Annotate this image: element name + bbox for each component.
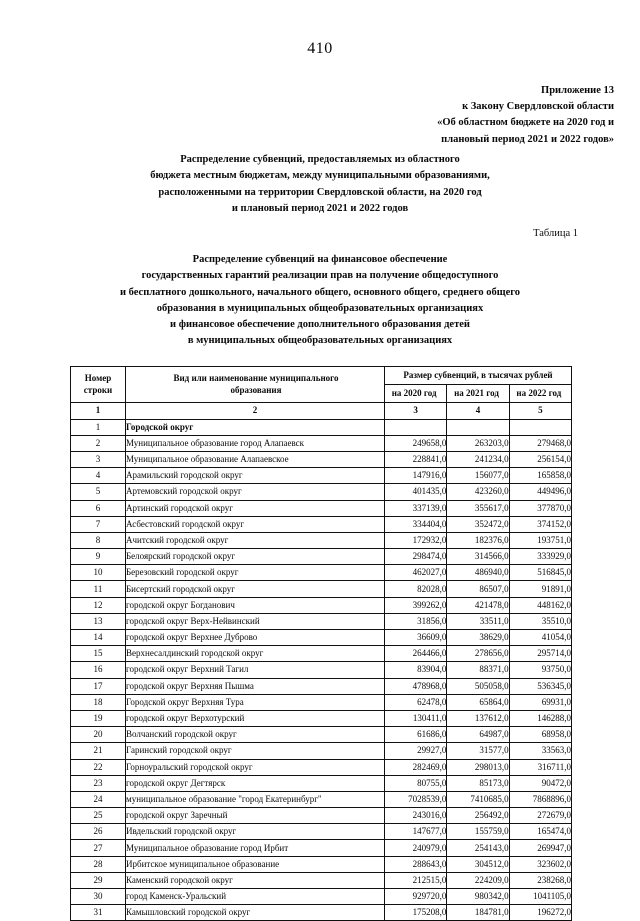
row-number: 6	[71, 500, 126, 516]
municipality-name: городской округ Верхнее Дуброво	[126, 630, 385, 646]
municipality-name: Верхнесалдинский городской округ	[126, 646, 385, 662]
table-row	[71, 775, 572, 791]
document-sub-title	[0, 252, 640, 350]
row-number: 4	[71, 468, 126, 484]
sub-title-line-2: государственных гарантий реализации прав на получение общедоступного	[141, 270, 499, 282]
amount-2021: 241234,0	[447, 451, 509, 467]
amount-2021: 65864,0	[447, 694, 509, 710]
amount-2021: 7410685,0	[447, 791, 509, 807]
row-number: 10	[71, 565, 126, 581]
amount-2021: 156077,0	[447, 468, 509, 484]
table-row	[71, 484, 572, 500]
main-title-line-4: и плановый период 2021 и 2022 годов	[231, 202, 409, 214]
table-row	[71, 549, 572, 565]
amount-2021: 980342,0	[447, 889, 509, 905]
amount-2021: 33511,0	[447, 613, 509, 629]
amount-2022: 279468,0	[509, 435, 571, 451]
amount-2020: 80755,0	[385, 775, 447, 791]
amount-2020: 62478,0	[385, 694, 447, 710]
amount-2022: 295714,0	[509, 646, 571, 662]
amount-2021: 298013,0	[447, 759, 509, 775]
amount-2022: 69931,0	[509, 694, 571, 710]
header-year-2020: на 2020 год	[385, 385, 447, 403]
amount-2022: 146288,0	[509, 710, 571, 726]
municipality-name: Горноуральский городской округ	[126, 759, 385, 775]
amount-2020: 212515,0	[385, 872, 447, 888]
row-number: 15	[71, 646, 126, 662]
amount-2022	[509, 419, 571, 435]
amount-2021: 88371,0	[447, 662, 509, 678]
amount-2021: 304512,0	[447, 856, 509, 872]
amount-2022: 516845,0	[509, 565, 571, 581]
amount-2022: 68958,0	[509, 727, 571, 743]
table-row	[71, 500, 572, 516]
table-row	[71, 419, 572, 435]
municipality-name: Муниципальное образование город Алапаевск	[126, 435, 385, 451]
row-number: 28	[71, 856, 126, 872]
municipality-name: город Каменск-Уральский	[126, 889, 385, 905]
municipality-name: Ирбитское муниципальное образование	[126, 856, 385, 872]
amount-2022: 272679,0	[509, 808, 571, 824]
row-number: 20	[71, 727, 126, 743]
municipality-name: Гаринский городской округ	[126, 743, 385, 759]
header-amount-group: Размер субвенций, в тысячах рублей	[385, 367, 572, 385]
amount-2020: 175208,0	[385, 905, 447, 921]
amount-2020: 172932,0	[385, 532, 447, 548]
amount-2021: 182376,0	[447, 532, 509, 548]
amount-2021: 137612,0	[447, 710, 509, 726]
row-number: 3	[71, 451, 126, 467]
amount-2020: 337139,0	[385, 500, 447, 516]
appendix-line-4: плановый период 2021 и 2022 годов»	[441, 133, 614, 145]
amount-2022: 33563,0	[509, 743, 571, 759]
municipality-name: Артинский городской округ	[126, 500, 385, 516]
amount-2020	[385, 419, 447, 435]
table-row	[71, 613, 572, 629]
header-row-number-line-1: Номер	[84, 373, 112, 384]
amount-2021: 486940,0	[447, 565, 509, 581]
municipality-name: Волчанский городской округ	[126, 727, 385, 743]
amount-2021: 256492,0	[447, 808, 509, 824]
amount-2021: 38629,0	[447, 630, 509, 646]
amount-2020: 243016,0	[385, 808, 447, 824]
amount-2021: 263203,0	[447, 435, 509, 451]
amount-2022: 1041105,0	[509, 889, 571, 905]
subvention-table	[70, 366, 572, 921]
page-number: 410	[307, 40, 333, 57]
amount-2022: 165474,0	[509, 824, 571, 840]
table-row	[71, 743, 572, 759]
amount-2020: 29927,0	[385, 743, 447, 759]
column-number-3: 3	[385, 403, 447, 419]
amount-2021: 254143,0	[447, 840, 509, 856]
header-name-line-2: образования	[230, 384, 282, 395]
amount-2020: 478968,0	[385, 678, 447, 694]
amount-2021: 314566,0	[447, 549, 509, 565]
table-caption: Таблица 1	[533, 228, 578, 239]
row-number: 18	[71, 694, 126, 710]
municipality-name: городской округ Верхняя Пышма	[126, 678, 385, 694]
table-row	[71, 840, 572, 856]
amount-2020: 83904,0	[385, 662, 447, 678]
municipality-name: Городской округ	[126, 419, 385, 435]
amount-2020: 61686,0	[385, 727, 447, 743]
municipality-name: Артемовский городской округ	[126, 484, 385, 500]
amount-2022: 256154,0	[509, 451, 571, 467]
amount-2022: 90472,0	[509, 775, 571, 791]
municipality-name: Ачитский городской округ	[126, 532, 385, 548]
amount-2020: 288643,0	[385, 856, 447, 872]
table-row	[71, 662, 572, 678]
header-row-number	[71, 367, 126, 403]
document-main-title	[0, 152, 640, 217]
amount-2020: 36609,0	[385, 630, 447, 646]
subvention-table-container	[70, 366, 572, 921]
row-number: 23	[71, 775, 126, 791]
sub-title-line-5: и финансовое обеспечение дополнительного образования детей	[170, 319, 470, 331]
table-row	[71, 824, 572, 840]
amount-2021: 64987,0	[447, 727, 509, 743]
header-row-number-line-2: строки	[83, 384, 113, 395]
row-number: 21	[71, 743, 126, 759]
sub-title-line-1: Распределение субвенций на финансовое обеспечение	[192, 254, 448, 265]
amount-2022: 269947,0	[509, 840, 571, 856]
row-number: 2	[71, 435, 126, 451]
amount-2020: 399262,0	[385, 597, 447, 613]
municipality-name: муниципальное образование "город Екатеринбург"	[126, 791, 385, 807]
row-number: 11	[71, 581, 126, 597]
table-row	[71, 872, 572, 888]
amount-2020: 264466,0	[385, 646, 447, 662]
amount-2021: 85173,0	[447, 775, 509, 791]
column-number-4: 4	[447, 403, 509, 419]
amount-2022: 333929,0	[509, 549, 571, 565]
row-number: 29	[71, 872, 126, 888]
row-number: 1	[71, 419, 126, 435]
table-row	[71, 759, 572, 775]
row-number: 8	[71, 532, 126, 548]
amount-2021: 355617,0	[447, 500, 509, 516]
table-head	[71, 367, 572, 420]
amount-2020: 240979,0	[385, 840, 447, 856]
table-row	[71, 889, 572, 905]
amount-2022: 377870,0	[509, 500, 571, 516]
table-row	[71, 710, 572, 726]
row-number: 9	[71, 549, 126, 565]
table-row	[71, 678, 572, 694]
row-number: 24	[71, 791, 126, 807]
row-number: 17	[71, 678, 126, 694]
amount-2021: 421478,0	[447, 597, 509, 613]
row-number: 26	[71, 824, 126, 840]
table-row	[71, 435, 572, 451]
amount-2022: 35510,0	[509, 613, 571, 629]
amount-2022: 316711,0	[509, 759, 571, 775]
amount-2020: 298474,0	[385, 549, 447, 565]
municipality-name: Каменский городской округ	[126, 872, 385, 888]
amount-2020: 7028539,0	[385, 791, 447, 807]
amount-2022: 238268,0	[509, 872, 571, 888]
amount-2021: 505058,0	[447, 678, 509, 694]
amount-2021: 155759,0	[447, 824, 509, 840]
row-number: 25	[71, 808, 126, 824]
municipality-name: городской округ Верхний Тагил	[126, 662, 385, 678]
table-body	[71, 419, 572, 921]
header-name-line-1: Вид или наименование муниципального	[173, 373, 339, 384]
amount-2021: 278656,0	[447, 646, 509, 662]
municipality-name: Ивдельский городской округ	[126, 824, 385, 840]
row-number: 30	[71, 889, 126, 905]
table-row	[71, 646, 572, 662]
row-number: 7	[71, 516, 126, 532]
amount-2020: 82028,0	[385, 581, 447, 597]
table-row	[71, 581, 572, 597]
row-number: 13	[71, 613, 126, 629]
amount-2022: 374152,0	[509, 516, 571, 532]
amount-2021: 423260,0	[447, 484, 509, 500]
amount-2022: 323602,0	[509, 856, 571, 872]
amount-2020: 334404,0	[385, 516, 447, 532]
municipality-name: Бисертский городской округ	[126, 581, 385, 597]
municipality-name: городской округ Богданович	[126, 597, 385, 613]
amount-2020: 147916,0	[385, 468, 447, 484]
sub-title-line-3: и бесплатного дошкольного, начального общего, основного общего, среднего общего	[119, 286, 521, 298]
amount-2022: 193751,0	[509, 532, 571, 548]
row-number: 27	[71, 840, 126, 856]
municipality-name: городской округ Дегтярск	[126, 775, 385, 791]
municipality-name: Белоярский городской округ	[126, 549, 385, 565]
municipality-name: Березовский городской округ	[126, 565, 385, 581]
row-number: 5	[71, 484, 126, 500]
column-number-5: 5	[509, 403, 571, 419]
table-row	[71, 791, 572, 807]
amount-2022: 165858,0	[509, 468, 571, 484]
amount-2020: 462027,0	[385, 565, 447, 581]
amount-2020: 31856,0	[385, 613, 447, 629]
sub-title-line-4: образования в муниципальных общеобразовательных организациях	[156, 302, 484, 314]
table-row	[71, 856, 572, 872]
amount-2022: 93750,0	[509, 662, 571, 678]
amount-2020: 249658,0	[385, 435, 447, 451]
amount-2021: 352472,0	[447, 516, 509, 532]
amount-2022: 196272,0	[509, 905, 571, 921]
amount-2020: 929720,0	[385, 889, 447, 905]
table-row	[71, 565, 572, 581]
municipality-name: Муниципальное образование город Ирбит	[126, 840, 385, 856]
table-row	[71, 532, 572, 548]
table-row	[71, 468, 572, 484]
amount-2022: 91891,0	[509, 581, 571, 597]
amount-2020: 282469,0	[385, 759, 447, 775]
amount-2020: 130411,0	[385, 710, 447, 726]
column-number-2: 2	[126, 403, 385, 419]
table-row	[71, 630, 572, 646]
row-number: 14	[71, 630, 126, 646]
table-header-row	[71, 367, 572, 385]
amount-2022: 536345,0	[509, 678, 571, 694]
amount-2021: 184781,0	[447, 905, 509, 921]
amount-2020: 401435,0	[385, 484, 447, 500]
amount-2021: 86507,0	[447, 581, 509, 597]
main-title-line-3: расположенными на территории Свердловской области, на 2020 год	[158, 186, 482, 198]
amount-2020: 228841,0	[385, 451, 447, 467]
sub-title-line-6: в муниципальных общеобразовательных организациях	[187, 335, 453, 347]
table-row	[71, 694, 572, 710]
table-row	[71, 597, 572, 613]
municipality-name: городской округ Заречный	[126, 808, 385, 824]
table-row	[71, 451, 572, 467]
main-title-line-2: бюджета местным бюджетам, между муниципальными образованиями,	[150, 170, 490, 182]
amount-2022: 7868896,0	[509, 791, 571, 807]
row-number: 16	[71, 662, 126, 678]
appendix-line-3: «Об областном бюджете на 2020 год и	[437, 117, 614, 129]
row-number: 31	[71, 905, 126, 921]
amount-2022: 448162,0	[509, 597, 571, 613]
appendix-line-1: Приложение 13	[541, 85, 614, 96]
table-row	[71, 905, 572, 921]
column-number-1: 1	[71, 403, 126, 419]
municipality-name: Муниципальное образование Алапаевское	[126, 451, 385, 467]
appendix-line-2: к Закону Свердловской области	[462, 101, 614, 113]
amount-2020: 147677,0	[385, 824, 447, 840]
header-year-2022: на 2022 год	[509, 385, 571, 403]
appendix-reference-block	[284, 83, 614, 148]
amount-2021: 31577,0	[447, 743, 509, 759]
row-number: 12	[71, 597, 126, 613]
municipality-name: Арамильский городской округ	[126, 468, 385, 484]
table-row	[71, 727, 572, 743]
header-year-2021: на 2021 год	[447, 385, 509, 403]
table-row	[71, 808, 572, 824]
municipality-name: Городской округ Верхняя Тура	[126, 694, 385, 710]
municipality-name: городской округ Верхотурский	[126, 710, 385, 726]
municipality-name: городской округ Верх-Нейвинский	[126, 613, 385, 629]
municipality-name: Асбестовский городской округ	[126, 516, 385, 532]
table-row	[71, 516, 572, 532]
amount-2022: 449496,0	[509, 484, 571, 500]
amount-2021	[447, 419, 509, 435]
amount-2022: 41054,0	[509, 630, 571, 646]
municipality-name: Камышловский городской округ	[126, 905, 385, 921]
table-column-number-row	[71, 403, 572, 419]
main-title-line-1: Распределение субвенций, предоставляемых из областного	[180, 154, 460, 165]
row-number: 19	[71, 710, 126, 726]
amount-2021: 224209,0	[447, 872, 509, 888]
header-municipality-name	[126, 367, 385, 403]
row-number: 22	[71, 759, 126, 775]
